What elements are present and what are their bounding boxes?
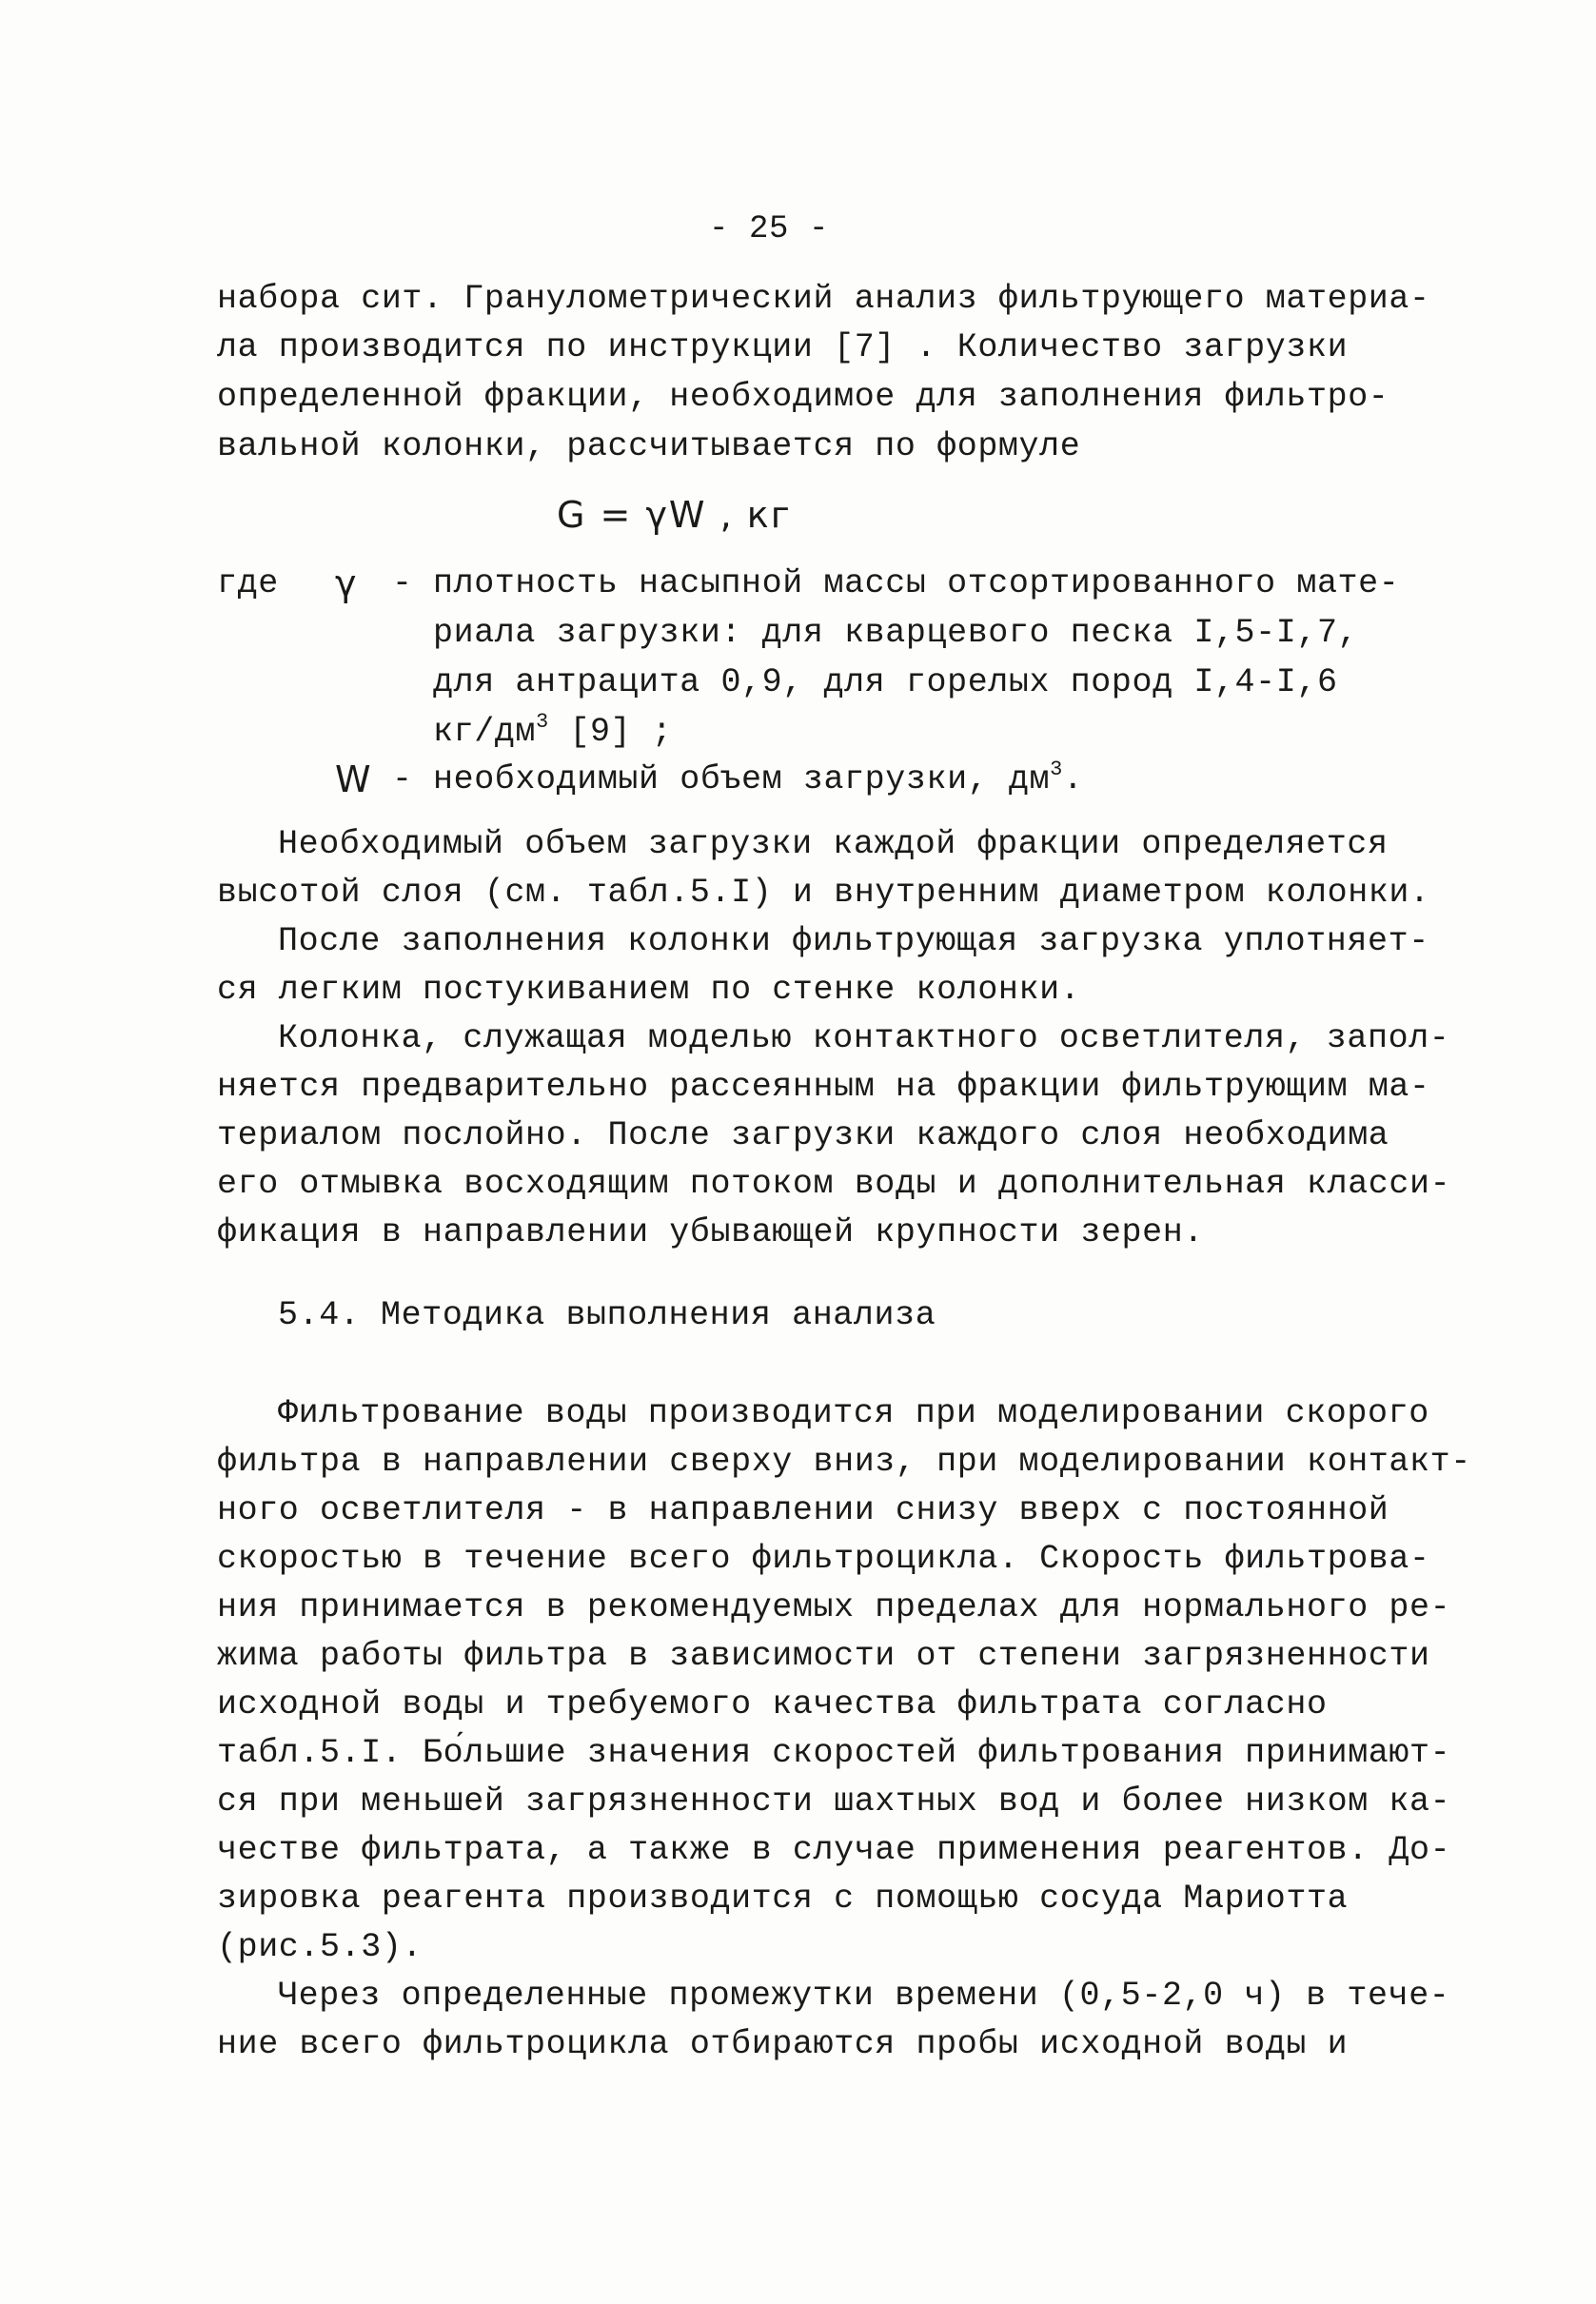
text-line: няется предварительно рассеянным на фракции фильтрующим ма- [217,1068,1430,1106]
w-definition-text: необходимый объем загрузки, дм [433,760,1051,798]
text-line: жима работы фильтра в зависимости от степени загрязненности [217,1637,1430,1675]
unit-text: кг/дм [433,713,537,751]
text-line: исходной воды и требуемого качества фильтрата согласно [217,1685,1328,1723]
text-line: ния принимается в рекомендуемых пределах для нормального ре- [217,1588,1451,1626]
reference-text: [9] ; [548,713,673,751]
gamma-definition-line: плотность насыпной массы отсортированного мате- [433,564,1400,602]
w-definition-line [433,758,1084,798]
text-line: фильтра в направлении сверху вниз, при моделировании контакт- [217,1443,1471,1481]
text-line: фикация в направлении убывающей крупности зерен. [217,1213,1204,1251]
gamma-symbol: γ [335,562,358,604]
formula: G = γW , кг [557,494,792,536]
text-line: честве фильтрата, а также в случае применения реагентов. До- [217,1831,1451,1869]
text-line: ся при меньшей загрязненности шахтных вод и более низком ка- [217,1782,1451,1821]
text-line: скоростью в течение всего фильтроцикла. Скорость фильтрова- [217,1540,1430,1578]
page-number: - 25 - [709,211,830,247]
text-line: высотой слоя (см. табл.5.I) и внутренним диаметром колонки. [217,874,1430,912]
text-line: После заполнения колонки фильтрующая загрузка уплотняет- [278,922,1429,960]
unit-exponent: 3 [536,710,549,734]
gamma-definition-line: для антрацита 0,9, для горелых пород I,4-I,6 [433,663,1338,701]
text-line: определенной фракции, необходимое для заполнения фильтро- [217,378,1389,416]
gamma-definition-line: риала загрузки: для кварцевого песка I,5-I,7, [433,614,1359,652]
text-line: ного осветлителя - в направлении снизу вверх с постоянной [217,1491,1389,1529]
w-dash: - [392,760,413,798]
text-line: зировка реагента производится с помощью сосуда Мариотта [217,1880,1349,1918]
text-line: табл.5.I. Бо́льшие значения скоростей фильтрования принимают- [217,1734,1451,1772]
where-word: где [217,564,279,602]
text-line: набора сит. Гранулометрический анализ фильтрующего материа- [217,280,1430,318]
w-definition-end: . [1062,760,1084,798]
text-line: Колонка, служащая моделью контактного осветлителя, запол- [278,1019,1450,1057]
text-line: Фильтрование воды производится при моделировании скорого [278,1394,1429,1432]
gamma-dash: - [392,564,413,602]
text-line: ла производится по инструкции [7] . Количество загрузки [217,328,1349,366]
text-line: (рис.5.3). [217,1928,424,1966]
w-exponent: 3 [1050,758,1063,781]
text-line: Необходимый объем загрузки каждой фракции определяется [278,825,1389,863]
text-line: его отмывка восходящим потоком воды и дополнительная класси- [217,1165,1451,1203]
section-heading: 5.4. Методика выполнения анализа [278,1296,936,1334]
text-line: ние всего фильтроцикла отбираются пробы исходной воды и [217,2025,1349,2063]
gamma-definition-line [433,710,673,751]
text-line: вальной колонки, рассчитывается по формуле [217,427,1081,465]
text-line: ся легким постукиванием по стенке колонки. [217,971,1081,1009]
text-line: териалом послойно. После загрузки каждого слоя необходима [217,1116,1389,1154]
text-line: Через определенные промежутки времени (0,5-2,0 ч) в тече- [278,1977,1450,2015]
w-symbol: W [335,758,372,800]
